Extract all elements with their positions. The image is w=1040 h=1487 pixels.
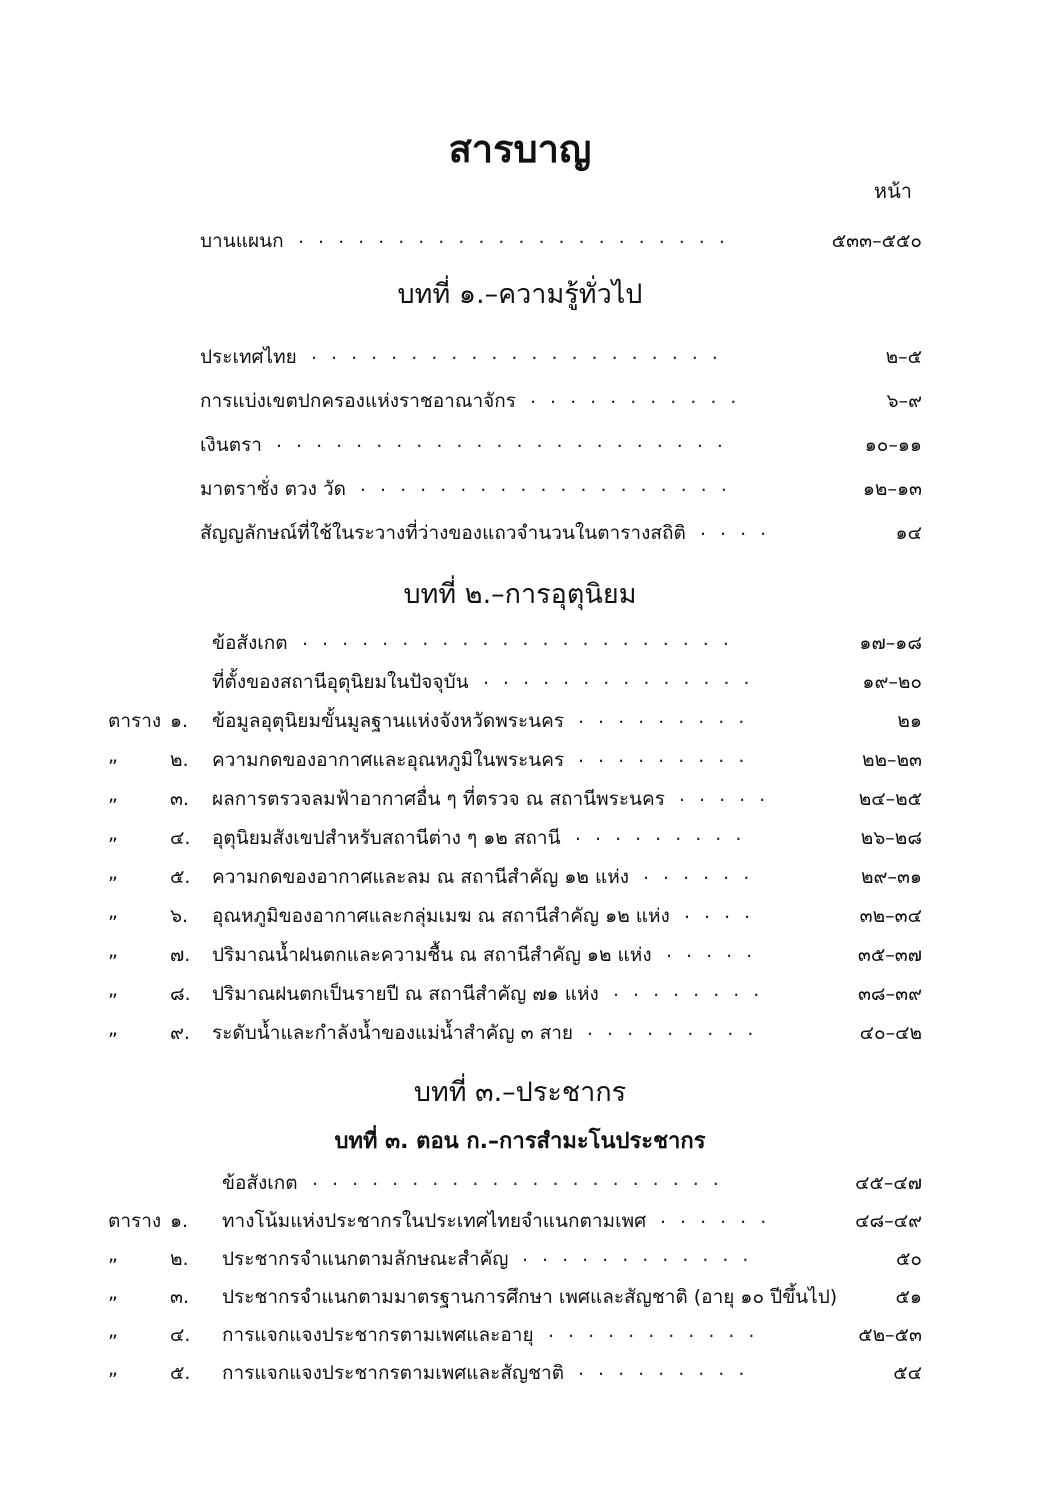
leader-dots: ............	[522, 1244, 763, 1266]
entry-pages: ๕๐	[896, 1248, 922, 1270]
entry-pages: ๔๐–๔๒	[859, 1022, 922, 1044]
table-number: ๑.	[170, 1210, 189, 1232]
table-number: ๔.	[170, 1324, 191, 1346]
table-prefix: „	[108, 1282, 118, 1304]
entry-pages: ๒–๕	[885, 346, 922, 368]
entry-pages: ๒๔–๒๕	[858, 788, 922, 810]
leader-dots: ...........	[548, 1320, 769, 1342]
table-prefix: „	[108, 1320, 118, 1342]
table-prefix: „	[108, 823, 118, 845]
entry-label: ข้อมูลอุตุนิยมขั้นมูลฐานแห่งจังหวัดพระนคร	[212, 710, 565, 732]
entry-label: ข้อสังเกต	[212, 632, 288, 654]
entry-pages: ๒๒–๒๓	[861, 749, 922, 771]
table-number: ๙.	[170, 1022, 190, 1044]
leader-dots: .........	[578, 745, 759, 767]
entry-label: ข้อสังเกต	[222, 1172, 298, 1194]
leader-dots: .........	[587, 1018, 768, 1040]
toc-entry	[0, 226, 1040, 256]
leader-dots: .....................	[311, 342, 732, 364]
entry-pages: ๕๑	[895, 1286, 922, 1308]
toc-entry	[0, 1206, 1040, 1236]
table-number: ๖.	[170, 905, 189, 927]
table-prefix: „	[108, 862, 118, 884]
table-prefix: „	[108, 1358, 118, 1380]
leader-dots: .......................	[276, 430, 737, 452]
toc-entry	[0, 862, 1040, 892]
entry-label: ความกดของอากาศและลม ณ สถานีสำคัญ ๑๒ แห่ง	[212, 866, 630, 888]
leader-dots: .....................	[312, 1168, 733, 1190]
entry-label: ที่ตั้งของสถานีอุตุนิยมในปัจจุบัน	[212, 671, 469, 693]
entry-pages: ๑๙–๒๐	[862, 671, 922, 693]
table-prefix: „	[108, 745, 118, 767]
table-number: ๕.	[170, 1362, 191, 1384]
leader-dots: ......................	[302, 628, 743, 650]
table-prefix: „	[108, 1018, 118, 1040]
entry-label: สัญญลักษณ์ที่ใช้ในระวางที่ว่างของแถวจำนวนในตารางสถิติ	[200, 522, 686, 544]
entry-pages: ๒๙–๓๑	[861, 866, 922, 888]
toc-entry	[0, 628, 1040, 658]
table-number: ๗.	[170, 944, 191, 966]
entry-label: ผลการตรวจลมฟ้าอากาศอื่น ๆ ที่ตรวจ ณ สถานีพระนคร	[212, 788, 665, 810]
entry-pages: ๖–๙	[886, 390, 922, 412]
entry-label: การแบ่งเขตปกครองแห่งราชอาณาจักร	[200, 390, 516, 412]
toc-entry	[0, 342, 1040, 372]
entry-label: การแจกแจงประชากรตามเพศและสัญชาติ	[222, 1362, 565, 1384]
leader-dots: ....	[700, 518, 781, 540]
entry-label: ความกดของอากาศและอุณหภูมิในพระนคร	[212, 749, 565, 771]
toc-entry	[0, 940, 1040, 970]
toc-entry	[0, 979, 1040, 1009]
leader-dots: ...................	[360, 474, 741, 496]
table-number: ๒.	[170, 1248, 189, 1270]
entry-label: ทางโน้มแห่งประชากรในประเทศไทยจำแนกตามเพศ	[222, 1210, 647, 1232]
entry-label: อุตุนิยมสังเขปสำหรับสถานีต่าง ๆ ๑๒ สถานี	[212, 827, 561, 849]
table-prefix: „	[108, 784, 118, 806]
leader-dots: ........	[613, 979, 774, 1001]
toc-entry	[0, 901, 1040, 931]
table-number: ๘.	[170, 983, 191, 1005]
entry-label: ปริมาณฝนตกเป็นรายปี ณ สถานีสำคัญ ๗๑ แห่ง	[212, 983, 599, 1005]
table-number: ๔.	[170, 827, 191, 849]
leader-dots: ...........	[530, 386, 751, 408]
toc-entry	[0, 745, 1040, 775]
toc-entry	[0, 474, 1040, 504]
table-number: ๕.	[170, 866, 191, 888]
entry-pages: ๑๒–๑๓	[862, 478, 922, 500]
entry-pages: ๓๒–๓๔	[859, 905, 922, 927]
leader-dots: .....	[666, 940, 767, 962]
chapter3-heading: บทที่ ๓.–ประชากร	[413, 1077, 627, 1108]
toc-entry	[0, 706, 1040, 736]
leader-dots: ......	[660, 1206, 781, 1228]
entry-pages: ๕๔	[893, 1362, 922, 1384]
entry-pages: ๔๕–๔๗	[855, 1172, 922, 1194]
entry-pages: ๕๒–๕๓	[858, 1324, 922, 1346]
toc-entry	[0, 1282, 1040, 1312]
chapter3-subheading: บทที่ ๓. ตอน ก.–การสำมะโนประชากร	[334, 1129, 706, 1154]
table-prefix: ตาราง	[108, 710, 162, 732]
entry-label: การแจกแจงประชากรตามเพศและอายุ	[222, 1324, 534, 1346]
entry-pages: ๕๓๓–๕๕๐	[831, 230, 922, 252]
table-number: ๒.	[170, 749, 189, 771]
entry-label: ประชากรจำแนกตามมาตรฐานการศึกษา เพศและสัญชาติ (อายุ ๑๐ ปีขึ้นไป)	[222, 1286, 838, 1308]
entry-label: เงินตรา	[200, 434, 262, 456]
toc-entry	[0, 1358, 1040, 1388]
leader-dots: ......................	[298, 226, 739, 248]
table-prefix: „	[108, 940, 118, 962]
table-number: ๓.	[170, 788, 190, 810]
entry-label: ระดับน้ำและกำลังน้ำของแม่น้ำสำคัญ ๓ สาย	[212, 1022, 574, 1044]
table-number: ๑.	[170, 710, 189, 732]
leader-dots: .....	[679, 784, 780, 806]
entry-label: บานแผนก	[200, 230, 284, 252]
leader-dots: ......	[643, 862, 764, 884]
leader-dots: .........	[575, 823, 756, 845]
entry-label: ปริมาณน้ำฝนตกและความชื้น ณ สถานีสำคัญ ๑๒ แห่ง	[212, 944, 652, 966]
entry-label: ประเทศไทย	[200, 346, 297, 368]
leader-dots: .........	[578, 706, 759, 728]
entry-pages: ๔๘–๔๙	[855, 1210, 922, 1232]
table-prefix: „	[108, 901, 118, 923]
chapter1-heading: บทที่ ๑.–ความรู้ทั่วไป	[397, 279, 643, 310]
toc-entry	[0, 1018, 1040, 1048]
entry-pages: ๑๗–๑๘	[859, 632, 922, 654]
page-column-header: หน้า	[873, 179, 912, 203]
toc-entry	[0, 386, 1040, 416]
chapter2-heading: บทที่ ๒.–การอุตุนิยม	[403, 579, 637, 610]
entry-label: ประชากรจำแนกตามลักษณะสำคัญ	[222, 1248, 509, 1270]
toc-entry	[0, 1244, 1040, 1274]
table-number: ๓.	[170, 1286, 190, 1308]
entry-pages: ๓๕–๓๗	[857, 944, 922, 966]
toc-entry	[0, 1320, 1040, 1350]
toc-entry	[0, 1168, 1040, 1198]
toc-entry	[0, 667, 1040, 697]
entry-pages: ๒๖–๒๘	[860, 827, 922, 849]
entry-label: มาตราชั่ง ตวง วัด	[200, 478, 346, 500]
leader-dots: ..............	[483, 667, 764, 689]
table-prefix: „	[108, 979, 118, 1001]
entry-pages: ๑๔	[895, 522, 922, 544]
leader-dots: ....	[684, 901, 765, 923]
table-prefix: „	[108, 1244, 118, 1266]
entry-pages: ๒๑	[897, 710, 922, 732]
toc-entry	[0, 784, 1040, 814]
toc-entry	[0, 518, 1040, 548]
table-prefix: ตาราง	[108, 1210, 162, 1232]
leader-dots: .........	[578, 1358, 759, 1380]
toc-entry	[0, 823, 1040, 853]
page-title: สารบาญ	[448, 127, 592, 171]
toc-entry	[0, 430, 1040, 460]
entry-label: อุณหภูมิของอากาศและกลุ่มเมฆ ณ สถานีสำคัญ ๑๒ แห่ง	[212, 905, 670, 927]
entry-pages: ๑๐–๑๑	[864, 434, 922, 456]
entry-pages: ๓๘–๓๙	[857, 983, 922, 1005]
